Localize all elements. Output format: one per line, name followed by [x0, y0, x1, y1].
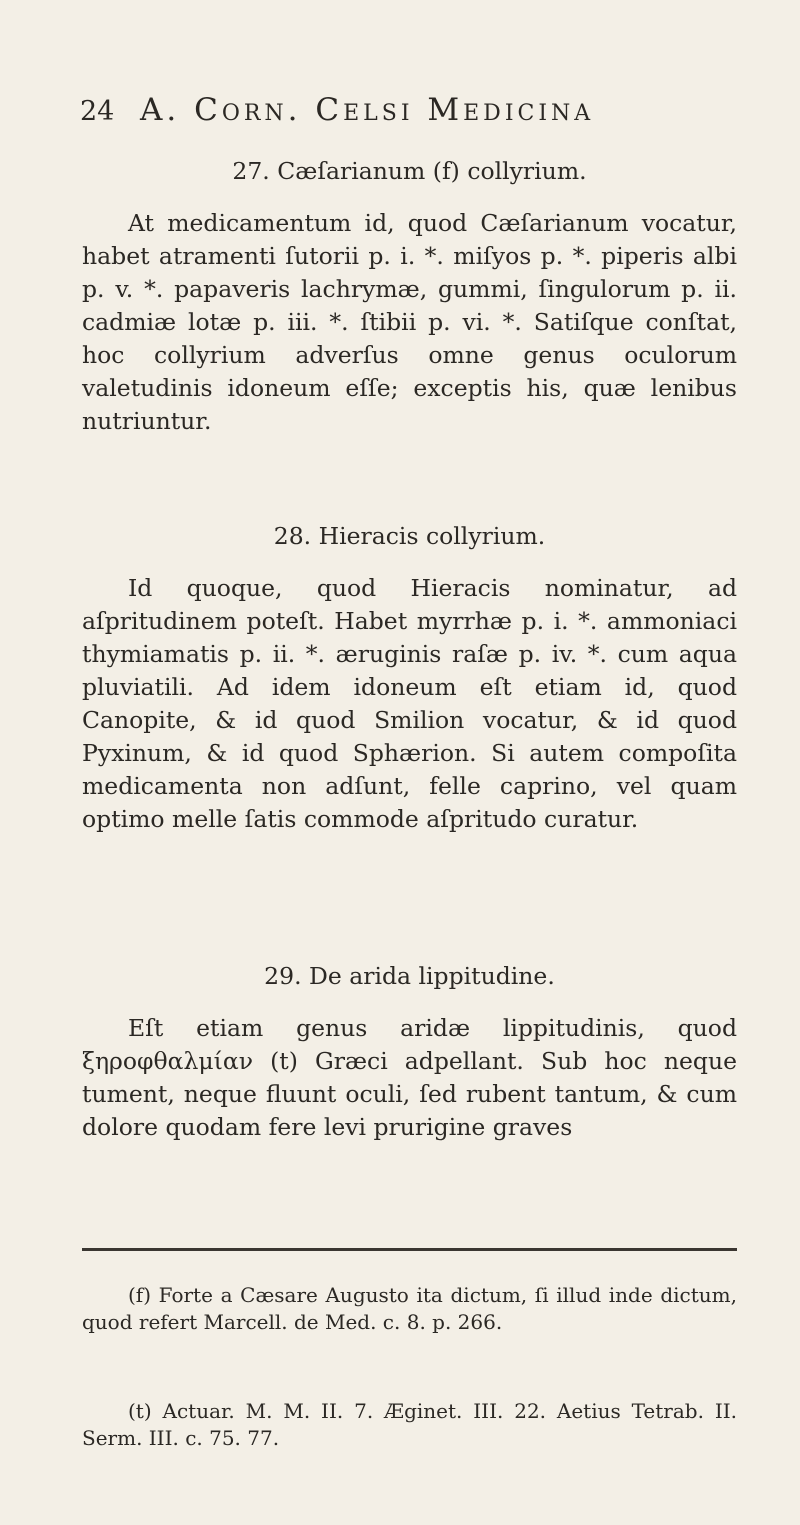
footnote-divider	[82, 1248, 737, 1251]
section-paragraph-27: At medicamentum id, quod Cæſarianum vocatur, habet atramenti ſutorii p. i. *. miſyos p. *. piperis albi p. v. *. papaveris lachrymæ, gummi, ſingulorum p. ii. cadmiæ lotæ p. iii. *. ſtibii p. vi. *. Satiſque conſtat, hoc collyrium adverſus omne genus oculorum valetudinis idoneum eſſe; exceptis his, quæ lenibus nutriuntur.	[82, 209, 737, 435]
section-paragraph-28: Id quoque, quod Hieracis nominatur, ad aſpritudinem poteſt. Habet myrrhæ p. i. *. ammoniaci thymiamatis p. ii. *. æruginis raſæ p. iv. *. cum aqua pluviatili. Ad idem idoneum eſt etiam id, quod Canopite, & id quod Smilion vocatur, & id quod Pyxinum, & id quod Sphærion. Si autem compoſita medicamenta non adſunt, felle caprino, vel quam optimo melle ſatis commode aſpritudo curatur.	[82, 574, 737, 833]
running-title: A. Corn. Celsi Medicina	[140, 92, 595, 128]
section-paragraph-29: Eſt etiam genus aridæ lippitudinis, quod ξηροφθαλμίαν (t) Græci adpellant. Sub hoc neque tument, neque fluunt oculi, ſed rubent tantum, & cum dolore quodam fere levi prurigine graves	[82, 1014, 737, 1141]
page-number: 24	[80, 96, 115, 127]
section-heading-27: 27. Cæſarianum (f) collyrium.	[232, 157, 587, 185]
running-header	[80, 92, 740, 136]
footnote-f: (f) Forte a Cæsare Augusto ita dictum, ſi illud inde dictum, quod refert Marcell. de Med. c. 8. p. 266.	[82, 1283, 737, 1334]
section-heading-28: 28. Hieracis collyrium.	[273, 522, 546, 550]
footnote-t: (t) Actuar. M. M. II. 7. Æginet. III. 22. Aetius Tetrab. II. Serm. III. c. 75. 77.	[82, 1399, 737, 1450]
section-heading-29: 29. De arida lippitudine.	[264, 962, 555, 990]
